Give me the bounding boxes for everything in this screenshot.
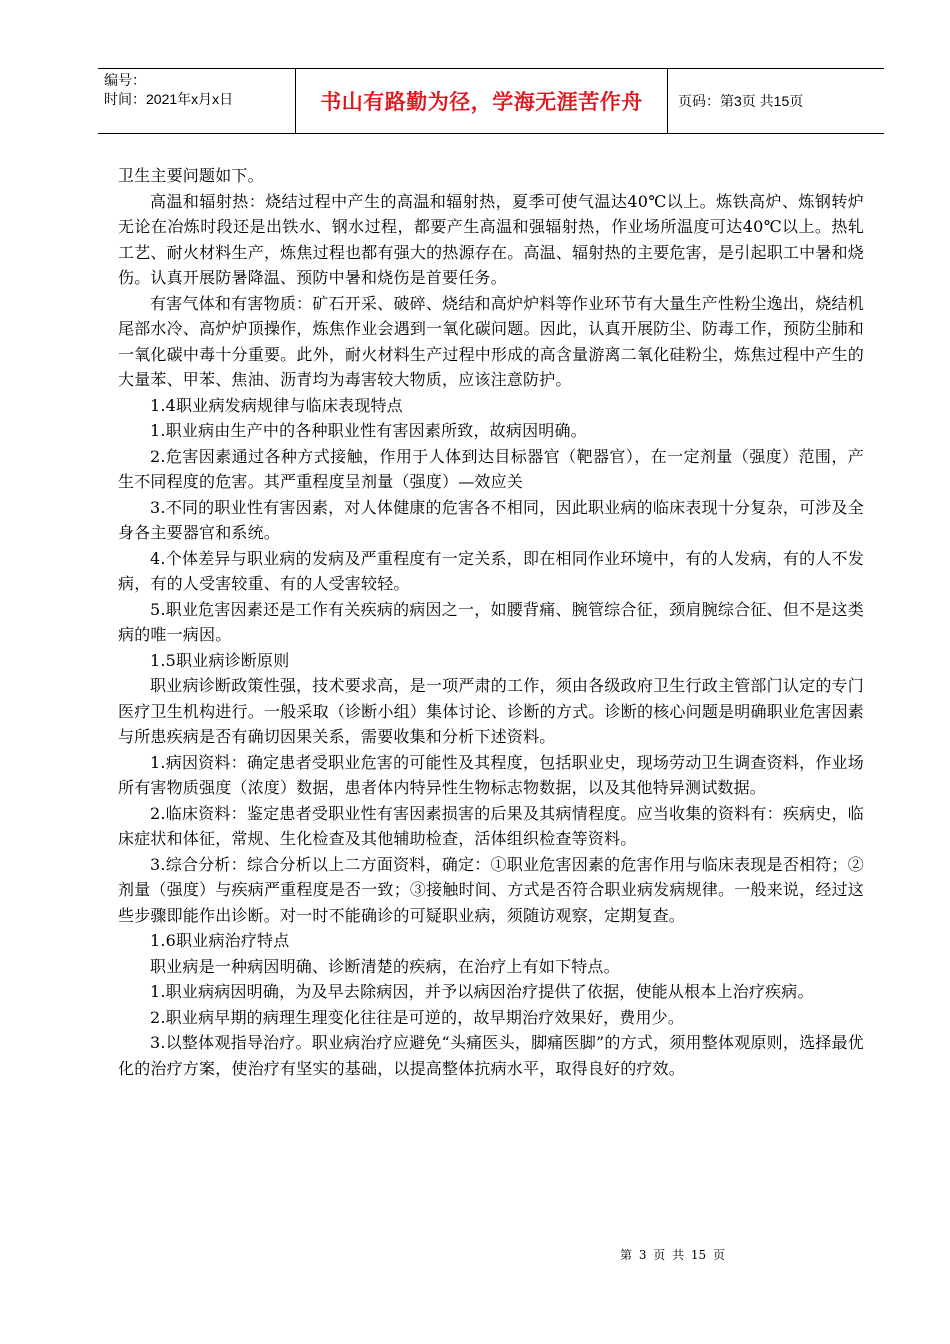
doc-time-label: 时间：2021年x月x日 — [104, 91, 234, 107]
document-body — [118, 163, 864, 1081]
section-heading: 1.4职业病发病规律与临床表现特点 — [150, 395, 403, 415]
paragraph: 卫生主要问题如下。 — [118, 166, 264, 185]
paragraph: 5.职业危害因素还是工作有关疾病的病因之一，如腰背痛、腕管综合征，颈肩腕综合征、但不是这类病的唯一病因。 — [118, 599, 864, 644]
paragraph: 1.病因资料：确定患者受职业危害的可能性及其程度，包括职业史，现场劳动卫生调查资料，作业场所有害物质强度（浓度）数据，患者体内特异性生物标志物数据，以及其他特异测试数据。 — [118, 752, 864, 797]
page-footer: 第 3 页 共 15 页 — [620, 1248, 725, 1262]
paragraph: 高温和辐射热：烧结过程中产生的高温和辐射热，夏季可使气温达40℃以上。炼铁高炉、炼钢转炉无论在冶炼时段还是出铁水、钢水过程，都要产生高温和强辐射热，作业场所温度可达40℃以上。热轧工艺、耐火材料生产，炼焦过程也都有强大的热源存在。高温、辐射热的主要危害，是引起职工中暑和烧伤。认真开展防暑降温、预防中暑和烧伤是首要任务。 — [118, 191, 864, 287]
paragraph: 2.危害因素通过各种方式接触，作用于人体到达目标器官（靶器官），在一定剂量（强度）范围，产生不同程度的危害。其严重程度呈剂量（强度）—效应关 — [118, 446, 864, 491]
section-heading: 1.6职业病治疗特点 — [150, 931, 290, 950]
paragraph: 4.个体差异与职业病的发病及严重程度有一定关系，即在相同作业环境中，有的人发病，有的人不发病，有的人受害较重、有的人受害较轻。 — [118, 548, 864, 593]
paragraph: 1.职业病由生产中的各种职业性有害因素所致，故病因明确。 — [150, 421, 587, 440]
paragraph: 2.职业病早期的病理生理变化往往是可逆的，故早期治疗效果好，费用少。 — [150, 1007, 685, 1027]
section-heading: 1.5职业病诊断原则 — [150, 650, 290, 670]
header-motto: 书山有路勤为径，学海无涯苦作舟 — [296, 69, 668, 133]
doc-number-label: 编号： — [104, 72, 146, 88]
header-meta — [98, 69, 296, 133]
paragraph: 职业病诊断政策性强，技术要求高，是一项严肃的工作，须由各级政府卫生行政主管部门认定的专门医疗卫生机构进行。一般采取（诊断小组）集体讨论、诊断的方式。诊断的核心问题是明确职业危害因素与所患疾病是否有确切因果关系，需要收集和分析下述资料。 — [118, 676, 864, 746]
paragraph: 3.不同的职业性有害因素，对人体健康的危害各不相同，因此职业病的临床表现十分复杂，可涉及全身各主要器官和系统。 — [118, 497, 864, 542]
paragraph: 职业病是一种病因明确、诊断清楚的疾病，在治疗上有如下特点。 — [150, 956, 620, 976]
paragraph: 有害气体和有害物质：矿石开采、破碎、烧结和高炉炉料等作业环节有大量生产性粉尘逸出，烧结机尾部水冷、高炉炉顶操作，炼焦作业会遇到一氧化碳问题。因此，认真开展防尘、防毒工作，预防尘肺和一氧化碳中毒十分重要。此外，耐火材料生产过程中形成的高含量游离二氧化硅粉尘，炼焦过程中产生的大量苯、甲苯、焦油、沥青均为毒害较大物质，应该注意防护。 — [118, 293, 864, 389]
paragraph: 1.职业病病因明确，为及早去除病因，并予以病因治疗提供了依据，使能从根本上治疗疾病。 — [150, 982, 814, 1001]
page-header — [98, 68, 884, 134]
paragraph: 3.综合分析：综合分析以上二方面资料，确定：①职业危害因素的危害作用与临床表现是否相符；②剂量（强度）与疾病严重程度是否一致；③接触时间、方式是否符合职业病发病规律。一般来说，经过这些步骤即能作出诊断。对一时不能确诊的可疑职业病，须随访观察，定期复查。 — [118, 854, 864, 925]
paragraph: 3.以整体观指导治疗。职业病治疗应避免“头痛医头，脚痛医脚”的方式，须用整体观原则，选择最优化的治疗方案，使治疗有坚实的基础，以提高整体抗病水平，取得良好的疗效。 — [118, 1033, 864, 1078]
header-page-info: 页码：第3页 共15页 — [678, 93, 804, 109]
paragraph: 2.临床资料：鉴定患者受职业性有害因素损害的后果及其病情程度。应当收集的资料有：疾病史，临床症状和体征，常规、生化检查及其他辅助检查，活体组织检查等资料。 — [118, 803, 864, 848]
